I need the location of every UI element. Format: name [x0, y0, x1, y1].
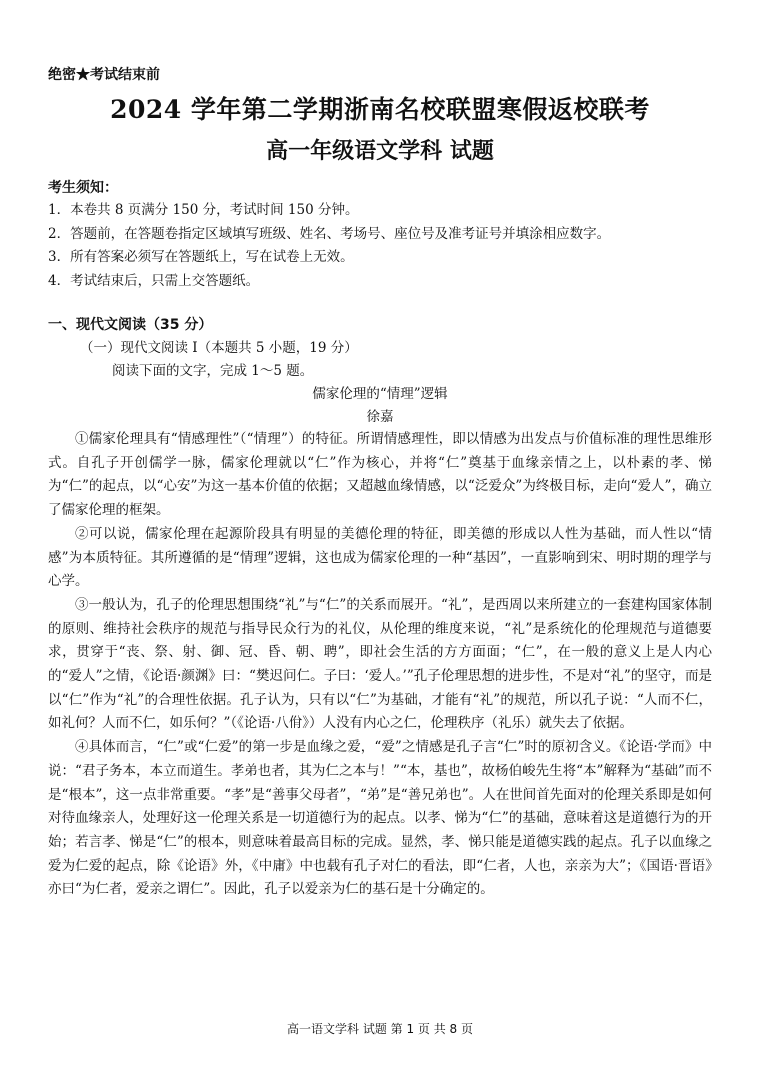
- notice-list: [48, 199, 728, 293]
- article-paragraph: ④具体而言，“仁”或“仁爱”的第一步是血缘之爱，“爱”之情感是孔子言“仁”时的原初含义。《论语·学而》中说：“君子务本，本立而道生。孝弟也者，其为仁之本与！”“本，基也”，故杨伯峻先生将“本”解释为“基础”而不是“根本”，这一点非常重要。“孝”是“善事父母者”，“弟”是“善兄弟也”。人在世间首先面对的伦理关系即是如何对待血缘亲人，处理好这一伦理关系是一切道德行为的起点。以孝、悌为“仁”的基础，意味着这是道德行为的开始；若言孝、悌是“仁”的根本，则意味着最高目标的完成。显然，孝、悌只能是道德实践的起点。孔子以血缘之爱为仁爱的起点，除《论语》外，《中庸》中也载有孔子对仁的看法，即“仁者，人也，亲亲为大”；《国语·晋语》亦曰“为仁者，爱亲之谓仁”。因此，孔子以爱亲为仁的基石是十分确定的。: [48, 739, 712, 898]
- notice-item: 1．本卷共 8 页满分 150 分，考试时间 150 分钟。: [48, 202, 359, 218]
- article-author: 徐嘉: [366, 409, 394, 425]
- notice-item: 2．答题前，在答题卷指定区域填写班级、姓名、考场号、座位号及准考证号并填涂相应数字。: [48, 225, 611, 242]
- article-body: [48, 428, 712, 902]
- notice-item: 3．所有答案必须写在答题纸上，写在试卷上无效。: [48, 249, 354, 265]
- article-paragraph: ①儒家伦理具有“情感理性”（“情理”）的特征。所谓情感理性，即以情感为出发点与价值标准的理性思维形式。自孔子开创儒学一脉，儒家伦理就以“仁”作为核心，并将“仁”奠基于血缘亲情之上，以朴素的孝、悌为“仁”的起点，以“心安”为这一基本价值的依据；又超越血缘情感，以“泛爱众”为终极目标，走向“爱人”，确立了儒家伦理的框架。: [48, 431, 712, 519]
- reading-instruction: 阅读下面的文字，完成 1～5 题。: [112, 363, 314, 379]
- page-footer: 高一语文学科 试题 第 1 页 共 8 页: [287, 1022, 473, 1036]
- exam-title: 2024 学年第二学期浙南名校联盟寒假返校联考: [110, 95, 650, 124]
- exam-subtitle: 高一年级语文学科 试题: [266, 138, 494, 164]
- section-heading: 一、现代文阅读（35 分）: [48, 317, 213, 333]
- notice-heading: 考生须知：: [48, 180, 118, 196]
- notice-item: 4．考试结束后，只需上交答题纸。: [48, 272, 260, 289]
- article-title: 儒家伦理的“情理”逻辑: [312, 386, 448, 402]
- article-paragraph: ②可以说，儒家伦理在起源阶段具有明显的美德伦理的特征，即美德的形成以人性为基础，而人性以“情感”为本质特征。其所遵循的是“情理”逻辑，这也成为儒家伦理的一种“基因”，一直影响到宋、明时期的理学与心学。: [48, 525, 712, 590]
- article-paragraph: ③一般认为，孔子的伦理思想围绕“礼”与“仁”的关系而展开。“礼”，是西周以来所建立的一套建构国家体制的原则、维持社会秩序的规范与指导民众行为的礼仪，从伦理的维度来说，“礼”是系统化的伦理规范与道德要求，贯穿于“丧、祭、射、御、冠、昏、朝、聘”，即社会生活的方方面面；“仁”，在一般的意义上是人内心的“爱人”之情，《论语·颜渊》曰：“樊迟问仁。子曰：‘爱人。’”孔子伦理思想的进步性，不是对“礼”的坚守，而是以“仁”作为“礼”的合理性依据。孔子认为，只有以“仁”为基础，才能有“礼”的规范，所以孔子说：“人而不仁，如礼何？人而不仁，如乐何？”（《论语·八佾》）人没有内心之仁，伦理秩序（礼乐）就失去了依据。: [48, 596, 712, 732]
- subsection-heading: （一）现代文阅读 I（本题共 5 小题，19 分）: [80, 340, 358, 356]
- confidential-mark: 绝密★考试结束前: [48, 67, 160, 83]
